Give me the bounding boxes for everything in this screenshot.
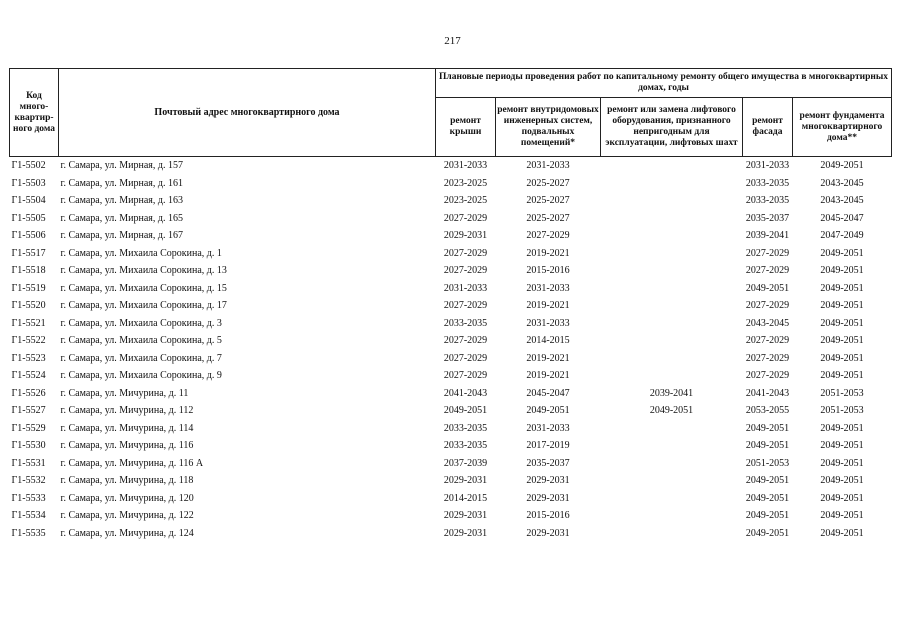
foundation-period: 2049-2051: [820, 282, 864, 294]
roof-period: 2027-2029: [443, 265, 488, 277]
house-code: Г1-5502: [11, 160, 46, 172]
house-address: г. Самара, ул. Михаила Сорокина, д. 1: [60, 247, 222, 259]
lift-period: [601, 280, 743, 298]
roof-period: 2027-2029: [443, 370, 488, 382]
foundation-period: 2049-2051: [820, 317, 864, 329]
facade-period: 2049-2051: [745, 527, 790, 539]
roof-period: 2014-2015: [443, 492, 488, 504]
foundation-period: 2049-2051: [820, 160, 864, 172]
systems-period: 2014-2015: [526, 335, 570, 347]
house-address: г. Самара, ул. Мичурина, д. 112: [60, 405, 194, 417]
house-code: Г1-5527: [11, 405, 46, 417]
facade-period: 2043-2045: [745, 317, 790, 329]
roof-period: 2037-2039: [443, 457, 488, 469]
systems-period: 2025-2027: [526, 177, 570, 189]
foundation-period: 2049-2051: [820, 475, 864, 487]
house-address: г. Самара, ул. Мичурина, д. 118: [60, 475, 194, 487]
roof-period: 2029-2031: [443, 475, 488, 487]
house-address: г. Самара, ул. Мичурина, д. 120: [60, 492, 194, 504]
systems-period: 2045-2047: [526, 387, 570, 399]
house-code: Г1-5521: [11, 317, 46, 329]
systems-period: 2015-2016: [526, 265, 570, 277]
systems-period: 2019-2021: [526, 370, 570, 382]
roof-period: 2033-2035: [443, 422, 488, 434]
systems-period: 2031-2033: [526, 160, 570, 172]
table-row: [10, 525, 892, 543]
header-foundation: ремонт фундамента многоквартирного дома**: [793, 98, 892, 157]
table-row: [10, 402, 892, 420]
lift-period: [601, 420, 743, 438]
lift-period: [601, 175, 743, 193]
facade-period: 2031-2033: [745, 160, 790, 172]
repair-schedule-table: [9, 68, 892, 542]
roof-period: 2027-2029: [443, 247, 488, 259]
lift-period: [601, 472, 743, 490]
header-address: Почтовый адрес многоквартирного дома: [59, 69, 436, 157]
table-row: [10, 245, 892, 263]
systems-period: 2019-2021: [526, 300, 570, 312]
house-address: г. Самара, ул. Михаила Сорокина, д. 7: [60, 352, 222, 364]
roof-period: 2031-2033: [443, 282, 488, 294]
roof-period: 2049-2051: [443, 405, 488, 417]
facade-period: 2033-2035: [745, 195, 790, 207]
header-facade: ремонт фасада: [743, 98, 793, 157]
roof-period: 2029-2031: [443, 230, 488, 242]
systems-period: 2049-2051: [526, 405, 570, 417]
house-code: Г1-5519: [11, 282, 46, 294]
systems-period: 2017-2019: [526, 440, 570, 452]
house-address: г. Самара, ул. Михаила Сорокина, д. 15: [60, 282, 227, 294]
facade-period: 2049-2051: [745, 282, 790, 294]
foundation-period: 2049-2051: [820, 440, 864, 452]
foundation-period: 2049-2051: [820, 370, 864, 382]
foundation-period: 2049-2051: [820, 422, 864, 434]
lift-period: [601, 227, 743, 245]
house-code: Г1-5532: [11, 475, 46, 487]
lift-period: [601, 315, 743, 333]
house-address: г. Самара, ул. Михаила Сорокина, д. 5: [60, 335, 222, 347]
table-row: [10, 297, 892, 315]
foundation-period: 2043-2045: [820, 177, 864, 189]
house-code: Г1-5518: [11, 265, 46, 277]
house-address: г. Самара, ул. Мичурина, д. 114: [60, 422, 194, 434]
systems-period: 2029-2031: [526, 475, 570, 487]
foundation-period: 2049-2051: [820, 492, 864, 504]
lift-period: [601, 210, 743, 228]
foundation-period: 2049-2051: [820, 247, 864, 259]
facade-period: 2027-2029: [745, 265, 790, 277]
facade-period: 2049-2051: [745, 440, 790, 452]
lift-period: 2049-2051: [649, 405, 694, 417]
facade-period: 2049-2051: [745, 475, 790, 487]
table-row: [10, 280, 892, 298]
lift-period: [601, 455, 743, 473]
house-address: г. Самара, ул. Мичурина, д. 116 А: [60, 457, 204, 469]
facade-period: 2035-2037: [745, 212, 790, 224]
lift-period: [601, 367, 743, 385]
house-address: г. Самара, ул. Мичурина, д. 122: [60, 510, 194, 522]
header-periods: Плановые периоды проведения работ по капитальному ремонту общего имущества в многоквартирных домах, годы: [436, 69, 892, 98]
facade-period: 2049-2051: [745, 422, 790, 434]
facade-period: 2053-2055: [745, 405, 790, 417]
systems-period: 2015-2016: [526, 510, 570, 522]
systems-period: 2029-2031: [526, 492, 570, 504]
facade-period: 2049-2051: [745, 510, 790, 522]
house-address: г. Самара, ул. Михаила Сорокина, д. 3: [60, 317, 222, 329]
facade-period: 2027-2029: [745, 352, 790, 364]
systems-period: 2031-2033: [526, 317, 570, 329]
roof-period: 2031-2033: [443, 160, 488, 172]
facade-period: 2041-2043: [745, 387, 790, 399]
house-code: Г1-5529: [11, 422, 46, 434]
house-address: г. Самара, ул. Мирная, д. 163: [60, 195, 183, 207]
roof-period: 2029-2031: [443, 527, 488, 539]
lift-period: [601, 192, 743, 210]
lift-period: [601, 525, 743, 543]
house-code: Г1-5504: [11, 195, 46, 207]
house-code: Г1-5526: [11, 387, 46, 399]
facade-period: 2027-2029: [745, 370, 790, 382]
lift-period: [601, 332, 743, 350]
lift-period: [601, 437, 743, 455]
systems-period: 2027-2029: [526, 230, 570, 242]
house-address: г. Самара, ул. Михаила Сорокина, д. 13: [60, 265, 227, 277]
house-code: Г1-5523: [11, 352, 46, 364]
foundation-period: 2051-2053: [820, 387, 864, 399]
house-address: г. Самара, ул. Мичурина, д. 124: [60, 527, 194, 539]
lift-period: [601, 350, 743, 368]
table-row: [10, 210, 892, 228]
house-code: Г1-5503: [11, 177, 46, 189]
table-row: [10, 192, 892, 210]
roof-period: 2029-2031: [443, 510, 488, 522]
header-roof: ремонт крыши: [436, 98, 496, 157]
facade-period: 2039-2041: [745, 230, 790, 242]
house-code: Г1-5533: [11, 492, 46, 504]
house-address: г. Самара, ул. Мирная, д. 161: [60, 177, 183, 189]
facade-period: 2027-2029: [745, 247, 790, 259]
house-address: г. Самара, ул. Мичурина, д. 116: [60, 440, 194, 452]
facade-period: 2027-2029: [745, 300, 790, 312]
lift-period: 2039-2041: [649, 387, 694, 399]
roof-period: 2027-2029: [443, 335, 488, 347]
house-code: Г1-5505: [11, 212, 46, 224]
table-row: [10, 420, 892, 438]
table-row: [10, 490, 892, 508]
house-code: Г1-5520: [11, 300, 46, 312]
lift-period: [601, 507, 743, 525]
roof-period: 2023-2025: [443, 195, 488, 207]
foundation-period: 2049-2051: [820, 335, 864, 347]
foundation-period: 2045-2047: [820, 212, 864, 224]
foundation-period: 2049-2051: [820, 352, 864, 364]
foundation-period: 2043-2045: [820, 195, 864, 207]
systems-period: 2031-2033: [526, 422, 570, 434]
house-code: Г1-5524: [11, 370, 46, 382]
systems-period: 2035-2037: [526, 457, 570, 469]
table-row: [10, 157, 892, 175]
roof-period: 2027-2029: [443, 300, 488, 312]
house-code: Г1-5522: [11, 335, 46, 347]
lift-period: [601, 157, 743, 175]
header-code: Код много-квартир-ного дома: [10, 69, 59, 157]
table-row: [10, 437, 892, 455]
lift-period: [601, 262, 743, 280]
house-address: г. Самара, ул. Михаила Сорокина, д. 17: [60, 300, 227, 312]
lift-period: [601, 297, 743, 315]
table-row: [10, 332, 892, 350]
table-row: [10, 455, 892, 473]
house-code: Г1-5535: [11, 527, 46, 539]
systems-period: 2019-2021: [526, 352, 570, 364]
foundation-period: 2049-2051: [820, 265, 864, 277]
house-address: г. Самара, ул. Мичурина, д. 11: [60, 387, 189, 399]
foundation-period: 2047-2049: [820, 230, 864, 242]
facade-period: 2051-2053: [745, 457, 790, 469]
facade-period: 2033-2035: [745, 177, 790, 189]
table-row: [10, 262, 892, 280]
facade-period: 2027-2029: [745, 335, 790, 347]
header-systems: ремонт внутридомовых инженерных систем, подвальных помещений*: [496, 98, 601, 157]
table-row: [10, 315, 892, 333]
foundation-period: 2049-2051: [820, 527, 864, 539]
foundation-period: 2049-2051: [820, 457, 864, 469]
house-address: г. Самара, ул. Михаила Сорокина, д. 9: [60, 370, 222, 382]
roof-period: 2033-2035: [443, 440, 488, 452]
roof-period: 2023-2025: [443, 177, 488, 189]
house-address: г. Самара, ул. Мирная, д. 165: [60, 212, 183, 224]
house-code: Г1-5534: [11, 510, 46, 522]
house-code: Г1-5530: [11, 440, 46, 452]
foundation-period: 2049-2051: [820, 300, 864, 312]
roof-period: 2041-2043: [443, 387, 488, 399]
lift-period: [601, 490, 743, 508]
facade-period: 2049-2051: [745, 492, 790, 504]
house-code: Г1-5506: [11, 230, 46, 242]
foundation-period: 2049-2051: [820, 510, 864, 522]
systems-period: 2025-2027: [526, 195, 570, 207]
house-address: г. Самара, ул. Мирная, д. 157: [60, 160, 183, 172]
table-row: [10, 367, 892, 385]
foundation-period: 2051-2053: [820, 405, 864, 417]
table-row: [10, 507, 892, 525]
table-row: [10, 350, 892, 368]
house-address: г. Самара, ул. Мирная, д. 167: [60, 230, 183, 242]
table-row: [10, 175, 892, 193]
systems-period: 2031-2033: [526, 282, 570, 294]
lift-period: [601, 245, 743, 263]
roof-period: 2033-2035: [443, 317, 488, 329]
table-row: [10, 227, 892, 245]
systems-period: 2025-2027: [526, 212, 570, 224]
systems-period: 2019-2021: [526, 247, 570, 259]
systems-period: 2029-2031: [526, 527, 570, 539]
roof-period: 2027-2029: [443, 212, 488, 224]
roof-period: 2027-2029: [443, 352, 488, 364]
house-code: Г1-5531: [11, 457, 46, 469]
table-row: [10, 472, 892, 490]
header-lift: ремонт или замена лифтового оборудования, признанного непригодным для эксплуатации, лифтовых шахт: [601, 98, 743, 157]
house-code: Г1-5517: [11, 247, 46, 259]
page-number: 217: [444, 35, 461, 47]
table-row: [10, 385, 892, 403]
